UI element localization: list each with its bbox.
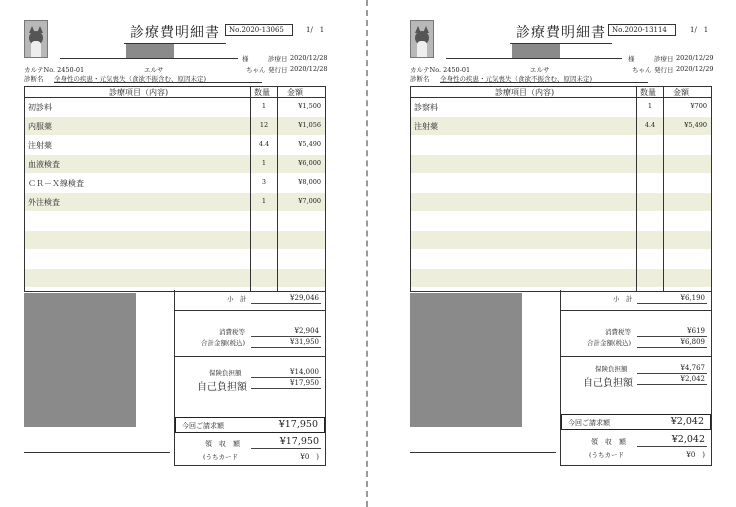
pet-photo-icon [410,20,434,58]
items-table [24,86,326,292]
row-amount: ¥5,490 [684,121,707,129]
table-row-empty [411,136,711,154]
row-qty: 1 [261,159,267,167]
row-amount: ¥700 [690,102,707,110]
header-amount: 金額 [287,88,303,97]
tax-label: 消費税等 [605,328,631,336]
row-qty: 1 [261,102,267,110]
table-row-empty [411,155,711,173]
document-number: No.2020-13114 [608,24,676,36]
diagnosis-label: 診断名 [410,75,430,83]
bill-value: ¥17,950 [278,419,318,430]
table-row [25,136,325,154]
tax-value: ¥619 [687,327,705,335]
diagnosis-underline [54,82,262,83]
exam-date: 2020/12/28 [290,54,328,62]
card-label: (うちカード [203,453,239,461]
table-row-empty [411,212,711,230]
row-item: 内服薬 [28,122,52,131]
pet-photo-icon [24,20,48,58]
row-amount: ¥8,000 [298,178,321,186]
row-amount: ¥1,500 [298,102,321,110]
insurance-value: ¥4,767 [680,364,705,372]
header-qty: 数量 [254,88,270,97]
row-amount: ¥6,000 [298,159,321,167]
subtotal-value: ¥29,046 [290,294,319,302]
bill-box [561,414,711,430]
row-item: ＣＲ－Ｘ線検査 [28,179,84,188]
exam-date-label: 診療日 [268,55,288,63]
diagnosis: 全身性の疾患・元気喪失（食欲不振含む、原因未定) [440,75,593,83]
insurance-label: 保険負担額 [595,365,628,373]
total-label: 合計金額(税込) [201,339,246,347]
self-pay-label: 自己負担額 [583,378,633,389]
tax-value: ¥2,904 [294,327,319,335]
bill-box [175,417,325,433]
pet-name: エルサ [530,66,550,74]
footer-line [410,452,556,453]
table-row-empty [411,231,711,249]
diagnosis-underline [440,82,648,83]
total-label: 合計金額(税込) [587,339,632,347]
received-label: 領 収 額 [591,438,626,446]
card-label: (うちカード [589,451,625,459]
table-row [25,174,325,192]
table-row-empty [411,193,711,211]
row-qty: 12 [259,121,269,129]
row-qty: 4.4 [644,121,656,129]
subtotal-label: 小 計 [613,295,633,303]
sama-label: 様 [628,55,635,63]
table-row [411,98,711,116]
header-amount: 金額 [673,88,689,97]
statement-right [406,0,736,507]
diagnosis: 全身性の疾患・元気喪失（食欲不振含む、原因未定) [54,75,207,83]
page-number: 1/ 1 [690,26,709,34]
statement-left [20,0,360,507]
self-pay-value: ¥17,950 [290,379,319,387]
redacted-owner-name [512,44,560,58]
page-divider [366,0,368,507]
footer-line [24,452,170,453]
received-value: ¥17,950 [279,436,319,447]
table-row [25,155,325,173]
chart-number: カルテNo. 2450-01 [24,66,85,74]
header-item: 診療項目（内容) [495,88,555,97]
bill-label: 今回ご請求額 [182,422,224,430]
total-value: ¥6,809 [680,338,705,346]
header-item: 診療項目（内容) [109,88,169,97]
header-qty: 数量 [640,88,656,97]
row-qty: 1 [647,102,653,110]
row-item: 注射薬 [28,141,52,150]
insurance-value: ¥14,000 [290,368,319,376]
bill-label: 今回ご請求額 [568,419,610,427]
exam-date: 2020/12/29 [676,54,714,62]
summary-box [560,290,712,466]
name-underline [446,58,622,59]
exam-date-label: 診療日 [654,55,674,63]
row-amount: ¥7,000 [298,197,321,205]
table-row-empty [25,231,325,249]
issue-date-label: 発行日 [654,66,674,74]
received-label: 領 収 額 [205,440,240,448]
summary-box [174,290,326,466]
sama-label: 様 [242,55,249,63]
subtotal-label: 小 計 [227,295,247,303]
row-item: 診察料 [414,103,438,112]
statement-title: 診療費明細書 [510,22,612,44]
table-row [25,117,325,135]
self-pay-value: ¥2,042 [680,375,705,383]
received-value: ¥2,042 [671,434,705,445]
row-item: 外注検査 [28,198,60,207]
table-row-empty [411,250,711,268]
row-qty: 3 [261,178,267,186]
card-value: ¥0 ) [686,451,705,459]
redacted-owner-name [126,44,174,58]
bill-value: ¥2,042 [670,416,704,427]
issue-date: 2020/12/28 [290,65,328,73]
table-row-empty [25,250,325,268]
redacted-block [24,293,136,427]
table-row-empty [25,212,325,230]
page-number: 1/ 1 [306,26,325,34]
row-item: 初診料 [28,103,52,112]
row-qty: 1 [261,197,267,205]
row-amount: ¥1,056 [298,121,321,129]
insurance-label: 保険負担額 [209,369,242,377]
row-amount: ¥5,490 [298,140,321,148]
chan-label: ちゃん [246,66,266,74]
document-number: No.2020-13065 [225,24,293,36]
items-table [410,86,712,292]
row-item: 血液検査 [28,160,60,169]
table-row [25,193,325,211]
name-underline [60,58,238,59]
issue-date-label: 発行日 [268,66,288,74]
table-header [411,87,711,98]
subtotal-value: ¥6,190 [680,294,705,302]
table-row [411,117,711,135]
row-qty: 4.4 [258,140,270,148]
tax-label: 消費税等 [219,328,245,336]
statement-title: 診療費明細書 [124,22,226,44]
redacted-block [410,293,522,427]
pet-name: エルサ [144,66,164,74]
chart-number: カルテNo. 2450-01 [410,66,471,74]
total-value: ¥31,950 [290,338,319,346]
diagnosis-label: 診断名 [24,75,44,83]
self-pay-label: 自己負担額 [197,382,247,393]
card-value: ¥0 ) [300,453,319,461]
row-item: 注射薬 [414,122,438,131]
table-row-empty [411,269,711,287]
chan-label: ちゃん [632,66,652,74]
table-row [25,98,325,116]
issue-date: 2020/12/29 [676,65,714,73]
table-header [25,87,325,98]
table-row-empty [25,269,325,287]
table-row-empty [411,174,711,192]
